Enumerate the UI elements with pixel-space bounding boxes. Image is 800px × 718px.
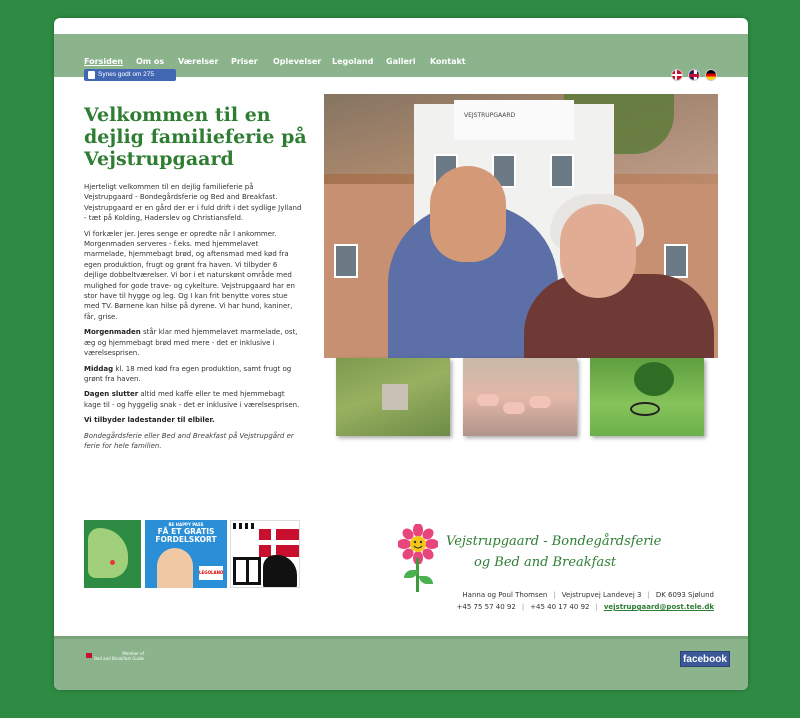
nav-item-oplevelser[interactable]: Oplevelser: [273, 57, 322, 66]
gallery-thumb-piglets[interactable]: [463, 358, 577, 436]
gallery-thumb-garden[interactable]: [590, 358, 704, 436]
breakfast-heading: Morgenmaden: [84, 328, 141, 337]
breakfast-text: står klar med hjemmelavet marmelade, ost, æg og hjemmebagt brød med mere - det er inklusive i værelsesprisen.: [84, 328, 298, 358]
page-title: Velkommen til en dejlig familieferie på Vejstrupgaard: [84, 104, 307, 170]
nav-item-galleri[interactable]: Galleri: [386, 57, 416, 66]
paragraph-breakfast: [84, 327, 302, 358]
owner-names: Hanna og Poul Thomsen: [462, 591, 548, 599]
paragraph-evening: [84, 389, 302, 410]
piglet: [529, 396, 551, 408]
like-count: 275: [143, 71, 155, 78]
hero-window: [664, 244, 688, 278]
phone-2: +45 40 17 40 92: [530, 603, 590, 611]
like-count-edge: [169, 69, 175, 81]
bondegaard-banner[interactable]: [230, 520, 300, 588]
cow-silhouette-icon: [263, 555, 297, 588]
contact-address-line: Hanna og Poul Thomsen | Vejstrupvej Landevej 3 | DK 6093 Sjølund: [462, 591, 714, 599]
hero-woman-head: [560, 204, 636, 298]
evening-heading: Dagen slutter: [84, 390, 139, 399]
german-flag-icon[interactable]: [705, 69, 717, 81]
page-card: [54, 18, 748, 690]
hero-window: [334, 244, 358, 278]
timber-frame-graphic: [233, 557, 261, 585]
facebook-like-button[interactable]: [84, 69, 176, 81]
paragraph-welcome: Hjerteligt velkommen til en dejlig familieferie på Vejstrupgaard - Bondegårdsferie og Bed and Breakfast. Vejstrupgaard er en gård der er i fuld drift i det sydlige Jylland - tæt på Kolding, Haderslev og Christiansfeld.: [84, 183, 302, 223]
piglet: [477, 394, 499, 406]
street-address: Vejstrupvej Landevej 3: [561, 591, 642, 599]
logo-line-1: Vejstrupgaard - Bondegårdsferie: [446, 534, 662, 549]
facebook-button[interactable]: facebook: [680, 651, 730, 667]
dinner-heading: Middag: [84, 364, 114, 373]
legoland-pass-banner[interactable]: [145, 520, 227, 588]
nav-item-om-os[interactable]: Om os: [136, 57, 165, 66]
paragraph-pampering: Vi forkæler jer. Jeres senge er opredte når I ankommer. Morgenmaden serveres - f.eks. med hjemmelavet marmelade, hjemmebagt brød, og aftensmad med kød fra egen produktion, frugt og grønt fra haven. Vi tilbyder 6 dejlige dobbeltværelser. Vi bor i et naturskønt område med mulighed for gode trave- og cykelture. Vejstrupgaard har en stor have til hygge og leg. Og I kan frit benytte vores stue med TV. Børnene kan hilse på dyrene. Vi har hund, kaniner, får, grise.: [84, 229, 295, 321]
hero-photo: [324, 94, 718, 358]
location-pin-icon: [110, 560, 115, 565]
nav-item-forsiden[interactable]: Forsiden: [84, 57, 123, 66]
danish-flag-icon[interactable]: [671, 69, 683, 81]
flower-leaf: [419, 576, 433, 584]
contact-phone-line: +45 75 57 40 92 | +45 40 17 40 92 | vejstrupgaard@post.tele.dk: [456, 603, 714, 611]
trampoline: [630, 402, 660, 416]
hero-man-head: [430, 166, 506, 262]
fence-graphic: [233, 523, 257, 529]
tagline-text: Bondegårdsferie eller Bed and Breakfast på Vejstrupgård er ferie for hele familien.: [84, 431, 294, 450]
phone-1: +45 75 57 40 92: [456, 603, 516, 611]
flower-stem: [416, 558, 419, 592]
gallery-thumb-farm-aerial[interactable]: [336, 358, 450, 436]
paragraph-charging: [84, 415, 302, 425]
city: DK 6093 Sjølund: [655, 591, 714, 599]
nav-item-vaerelser[interactable]: Værelser: [178, 57, 219, 66]
nav-item-kontakt[interactable]: Kontakt: [430, 57, 466, 66]
farm-building: [382, 384, 408, 410]
thumbs-up-icon: [88, 71, 95, 79]
british-flag-icon[interactable]: [688, 69, 700, 81]
pass-big-text: FÅ ET GRATIS FORDELSKORT: [155, 527, 217, 544]
denmark-map-banner[interactable]: [84, 520, 141, 588]
hero-gable: [454, 100, 574, 140]
map-land: [88, 528, 128, 578]
bb-guide-name: Bed and Breakfast Guide: [94, 656, 144, 661]
intro-text: [84, 182, 302, 456]
danish-flag-graphic: [259, 529, 299, 557]
bb-guide-mark-icon: [86, 653, 92, 658]
bb-guide-logo[interactable]: [78, 651, 144, 665]
paragraph-tagline: [84, 431, 302, 452]
dinner-text: kl. 18 med kød fra egen produktion, samt frugt og grønt fra haven.: [84, 364, 292, 383]
piglet: [503, 402, 525, 414]
pass-small-text: BE HAPPY PASS: [168, 522, 204, 527]
house-sign: VEJSTRUPGAARD: [464, 112, 516, 119]
garden-tree: [634, 362, 674, 396]
paragraph-dinner: [84, 364, 302, 385]
evening-text: altid med kaffe eller te med hjemmebagt kage til - og hyggelig snak - det er inklusive i værelsesprisen.: [84, 390, 300, 409]
vejstrupgaard-logo: [394, 524, 664, 594]
footer: [54, 636, 748, 690]
logo-line-2: og Bed and Breakfast: [474, 555, 617, 570]
charging-text: Vi tilbyder ladestander til elbiler.: [84, 416, 215, 425]
hero-window: [550, 154, 574, 188]
nav-item-priser[interactable]: Priser: [231, 57, 258, 66]
bb-guide-member: Member of: [122, 651, 144, 656]
email-link[interactable]: vejstrupgaard@post.tele.dk: [603, 603, 714, 611]
legoland-logo: LEGOLAND: [199, 566, 223, 580]
contact-info: [354, 589, 714, 613]
nav-item-legoland[interactable]: Legoland: [332, 57, 374, 66]
like-label: Synes godt om: [98, 71, 144, 78]
child-photo: [157, 548, 193, 588]
